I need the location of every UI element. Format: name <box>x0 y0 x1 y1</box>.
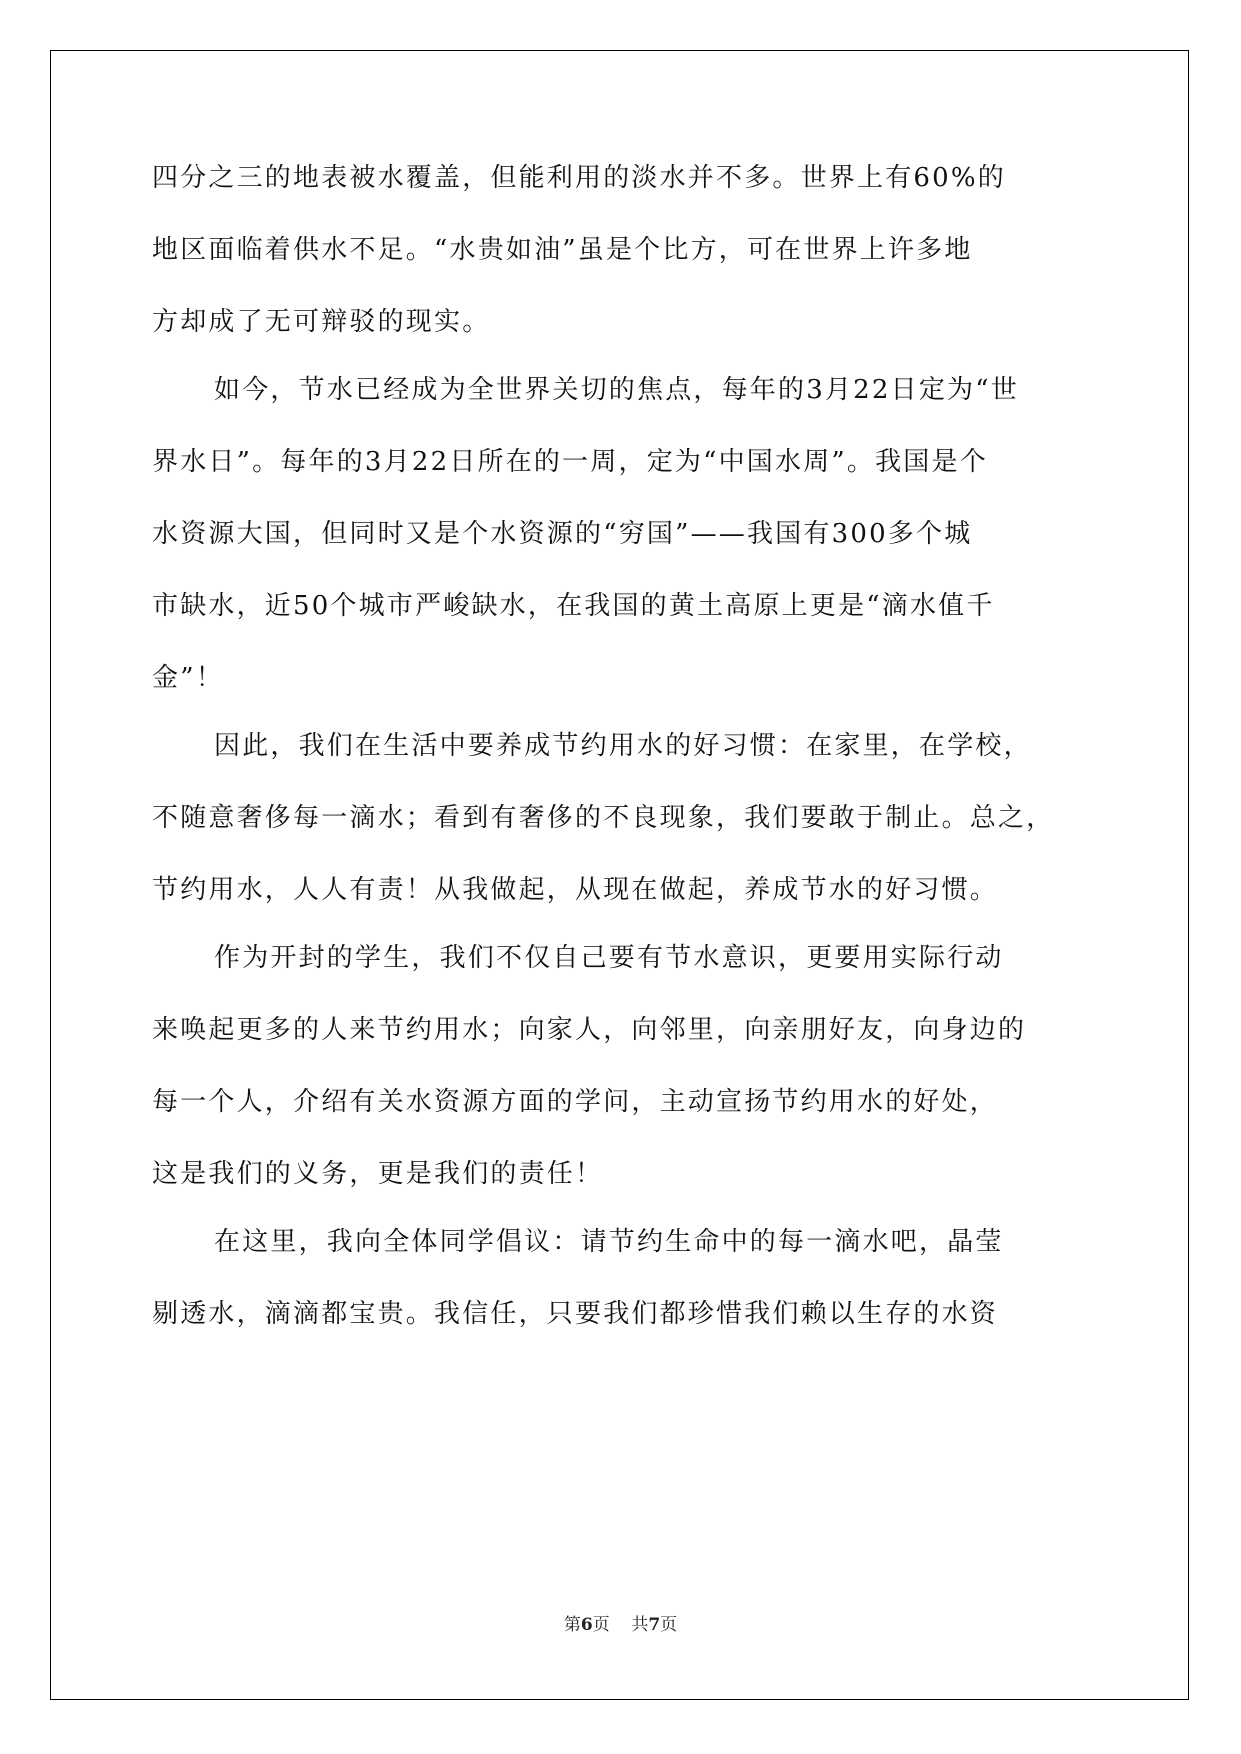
paragraph-first-line: 在这里，我向全体同学倡议：请节约生命中的每一滴水吧，晶莹 <box>214 1227 1004 1257</box>
text-line: 界水日”。每年的3月22日所在的一周，定为“中国水周”。我国是个 <box>152 447 988 477</box>
text-line: 水资源大国，但同时又是个水资源的“穷国”——我国有300多个城 <box>152 519 973 549</box>
text-line: 每一个人，介绍有关水资源方面的学问，主动宣扬节约用水的好处， <box>152 1087 999 1117</box>
text-line: 节约用水，人人有责！从我做起，从现在做起，养成节水的好习惯。 <box>152 875 999 905</box>
text-line: 市缺水，近50个城市严峻缺水，在我国的黄土高原上更是“滴水值千 <box>152 591 995 621</box>
text-line: 这是我们的义务，更是我们的责任！ <box>152 1159 604 1189</box>
text-line: 地区面临着供水不足。“水贵如油”虽是个比方，可在世界上许多地 <box>152 235 973 265</box>
total-prefix: 共 <box>631 1615 649 1635</box>
text-line: 来唤起更多的人来节约用水；向家人，向邻里，向亲朋好友，向身边的 <box>152 1015 1027 1045</box>
text-line: 剔透水，滴滴都宝贵。我信任，只要我们都珍惜我们赖以生存的水资 <box>152 1299 999 1329</box>
text-line: 四分之三的地表被水覆盖，但能利用的淡水并不多。世界上有60%的 <box>152 163 1006 193</box>
paragraph-first-line: 作为开封的学生，我们不仅自己要有节水意识，更要用实际行动 <box>214 943 1004 973</box>
paragraph-first-line: 因此，我们在生活中要养成节约用水的好习惯：在家里，在学校， <box>214 731 1032 761</box>
page-prefix: 第 <box>563 1615 581 1635</box>
text-line: 方却成了无可辩驳的现实。 <box>152 307 491 337</box>
total-suffix: 页 <box>660 1615 678 1635</box>
page-footer <box>0 1610 1241 1635</box>
current-page-number: 6 <box>580 1615 593 1635</box>
total-page-number: 7 <box>648 1615 661 1635</box>
text-line: 不随意奢侈每一滴水；看到有奢侈的不良现象，我们要敢于制止。总之， <box>152 803 1055 833</box>
text-line: 金”！ <box>152 663 224 693</box>
paragraph-first-line: 如今，节水已经成为全世界关切的焦点，每年的3月22日定为“世 <box>214 375 1019 405</box>
page-suffix: 页 <box>592 1615 610 1635</box>
